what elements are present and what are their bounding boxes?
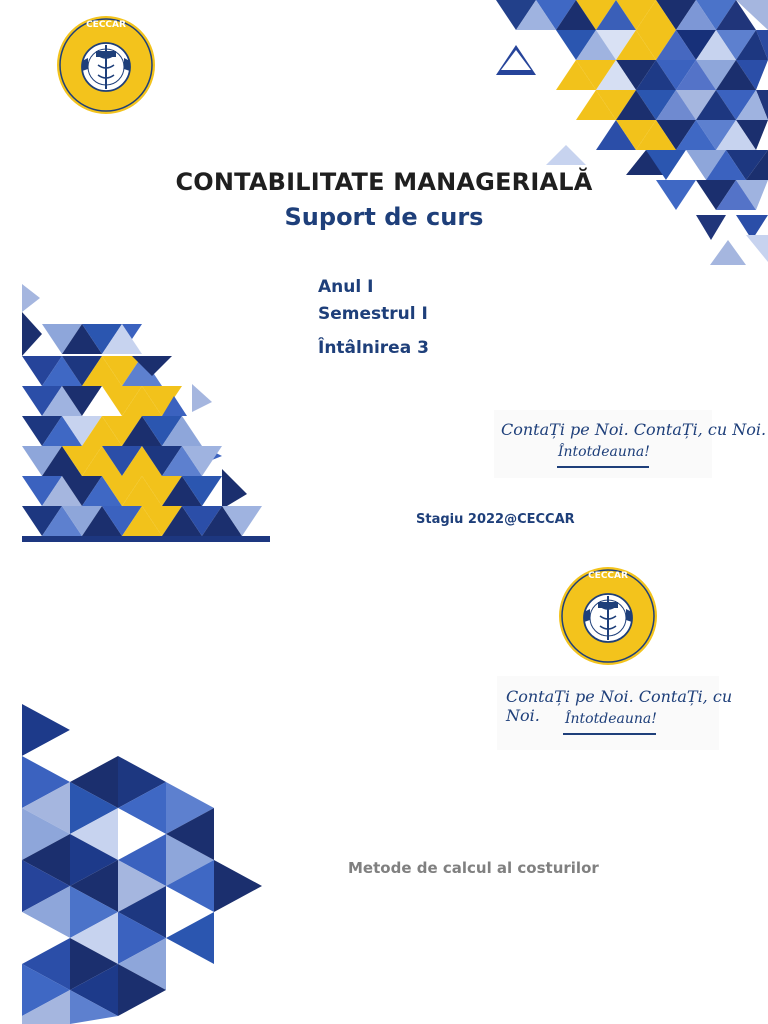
ceccar-logo-text: CECCAR (588, 571, 628, 581)
left-triangle-pattern (22, 284, 270, 542)
slogan-line1: ContaȚi pe Noi. ContaȚi, cu Noi. (501, 420, 767, 439)
slogan-underline (557, 466, 649, 468)
bottom-left-triangle-pattern (0, 698, 275, 1024)
topic-label: Metode de calcul al costurilor (348, 859, 599, 877)
document-subtitle: Suport de curs (284, 203, 484, 231)
ceccar-logo-text: CECCAR (86, 20, 126, 30)
ceccar-logo (56, 15, 156, 115)
ceccar-logo (558, 566, 658, 666)
year-label: Anul I (318, 277, 374, 297)
slogan-underline (563, 733, 656, 735)
meeting-label: Întâlnirea 3 (318, 338, 429, 358)
document-title: CONTABILITATE MANAGERIALĂ (175, 168, 593, 196)
slogan-line1: ContaȚi pe Noi. ContaȚi, cu Noi. (506, 687, 733, 725)
slogan-line2: Întotdeauna! (558, 444, 650, 460)
slogan-line2: Întotdeauna! (565, 711, 657, 727)
stagiu-label: Stagiu 2022@CECCAR (416, 512, 575, 527)
semester-label: Semestrul I (318, 304, 428, 324)
